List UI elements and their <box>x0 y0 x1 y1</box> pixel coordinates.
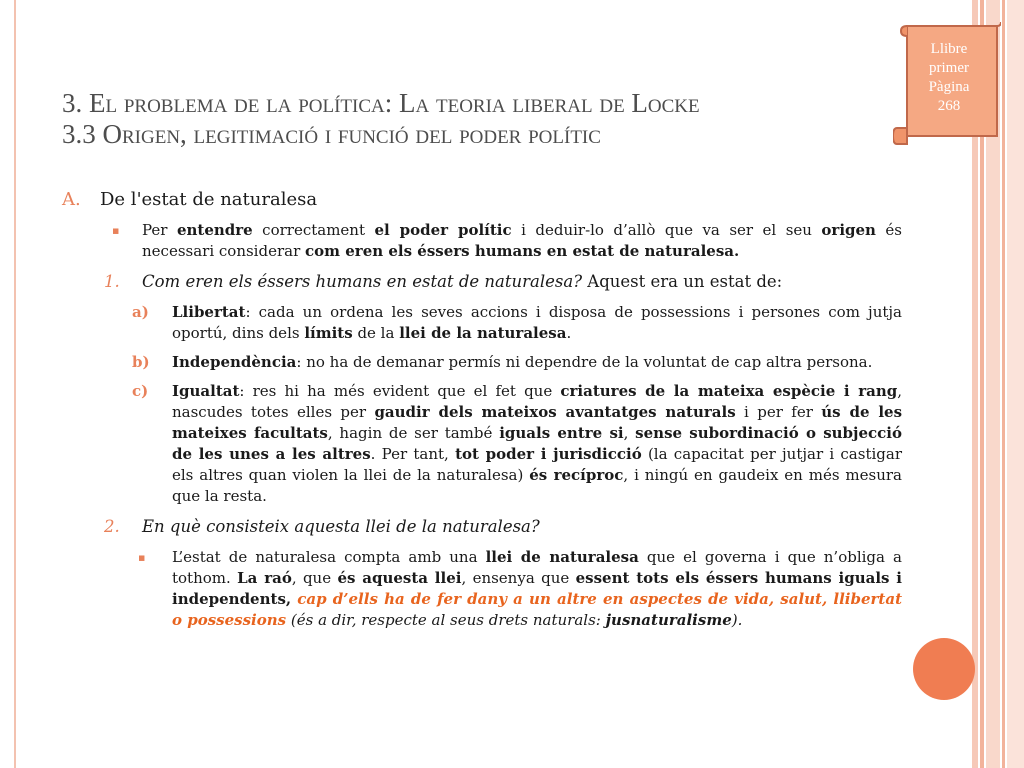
section-a-heading <box>62 188 902 212</box>
alpha-marker: b) <box>132 353 150 371</box>
book-ref-page-number: 268 <box>937 98 961 114</box>
bold-italic-run: jusnaturalisme <box>605 611 732 629</box>
square-bullet-icon: ▪ <box>138 551 146 564</box>
slide-body <box>62 188 902 631</box>
law-of-nature-bullet <box>62 547 902 631</box>
text-run: : res hi ha més evident que el fet que <box>239 382 561 400</box>
italic-run: ). <box>731 611 743 629</box>
text-run: correctament <box>252 221 375 239</box>
left-border-line <box>14 0 16 768</box>
title-line-1: 3. El problema de la política: La teoria liberal de Locke <box>62 88 700 118</box>
italic-question: Com eren els éssers humans en estat de naturalesa? <box>142 272 583 291</box>
alpha-item-b <box>62 352 902 373</box>
bold-run: com eren els éssers humans en estat de naturalesa. <box>305 242 740 260</box>
text-run: : cada un ordena les seves accions i disposa de possessions i persones com jutja oportú, dins dels <box>172 303 902 342</box>
number-marker: 2. <box>104 517 120 536</box>
slide-title <box>62 88 882 150</box>
text-run: L’estat de naturalesa compta amb una <box>172 548 486 566</box>
title-line-2: 3.3 Origen, legitimació i funció del poder polític <box>62 119 601 149</box>
numbered-item-2 <box>62 515 902 538</box>
text-run: de la <box>352 324 400 342</box>
bold-run: criatures de la mateixa espècie i rang <box>560 382 898 400</box>
text-run: i deduir-lo d’allò que va ser el seu <box>511 221 822 239</box>
text-run: . <box>566 324 572 342</box>
text-run: , hagin de ser també <box>327 424 500 442</box>
text-run: que el governa i que n’obliga a tothom. <box>172 548 902 587</box>
highlighted-text: cap d’ells ha de fer dany a un altre en aspectes de vida, salut, llibertat o possessions <box>172 590 902 629</box>
text-run: , i ningú en gaudeix en més mesura que la resta. <box>172 466 902 505</box>
bold-run: el poder polític <box>374 221 512 239</box>
book-reference-scroll <box>893 18 1001 148</box>
bold-run: és aquesta llei <box>337 569 462 587</box>
alpha-item-c <box>62 381 902 507</box>
text-run: és necessari considerar <box>142 221 902 260</box>
alpha-marker: a) <box>132 303 149 321</box>
bold-run: llei de naturalesa <box>485 548 639 566</box>
text-run: Per <box>142 221 177 239</box>
text-run: Aquest era un estat de: <box>582 272 783 291</box>
bold-run: Independència <box>172 353 297 371</box>
bold-run: ús de les mateixes facultats <box>172 403 903 442</box>
bold-run: entendre <box>176 221 253 239</box>
bold-run: Igualtat <box>172 382 240 400</box>
bold-run: iguals entre si <box>499 424 624 442</box>
book-ref-line3: Pàgina <box>928 79 970 95</box>
bold-run: sense subordinació o subjecció de les unes a les altres <box>172 424 902 463</box>
bold-run: llei de la naturalesa <box>399 324 567 342</box>
bold-run: tot poder i jurisdicció <box>455 445 642 463</box>
bold-run: és recíproc <box>529 466 624 484</box>
bold-run: La raó <box>237 569 292 587</box>
decorative-circle <box>913 638 975 700</box>
book-ref-line2: primer <box>929 60 969 76</box>
number-marker: 1. <box>104 272 120 291</box>
italic-question: En què consisteix aquesta llei de la naturalesa? <box>142 517 540 536</box>
text-run: (la capacitat per jutjar i castigar els altres quan violen la llei de la naturalesa) <box>172 445 902 484</box>
text-run: i per fer <box>735 403 822 421</box>
intro-bullet <box>62 220 902 262</box>
italic-run: (és a dir, respecte al seus drets naturals: <box>286 611 606 629</box>
alpha-marker: c) <box>132 382 149 400</box>
bold-run: Llibertat <box>172 303 246 321</box>
bold-run: origen <box>821 221 876 239</box>
text-run: , nascudes totes elles per <box>172 382 902 421</box>
text-run: . Per tant, <box>370 445 456 463</box>
book-reference-text <box>911 40 987 116</box>
section-a-marker: A. <box>62 189 81 210</box>
square-bullet-icon: ▪ <box>112 224 120 237</box>
bold-run: gaudir dels mateixos avantatges naturals <box>374 403 736 421</box>
numbered-item-1 <box>62 270 902 293</box>
text-run: : no ha de demanar permís ni dependre de la voluntat de cap altra persona. <box>296 353 873 371</box>
text-run: , que <box>291 569 338 587</box>
book-ref-line1: Llibre <box>930 41 968 57</box>
alpha-item-a <box>62 302 902 344</box>
text-run: , <box>623 424 636 442</box>
section-a-title: De l'estat de naturalesa <box>100 189 318 210</box>
bold-run: essent tots els éssers humans iguals i independents, <box>172 569 902 608</box>
text-run: , ensenya que <box>461 569 576 587</box>
bold-run: límits <box>304 324 353 342</box>
